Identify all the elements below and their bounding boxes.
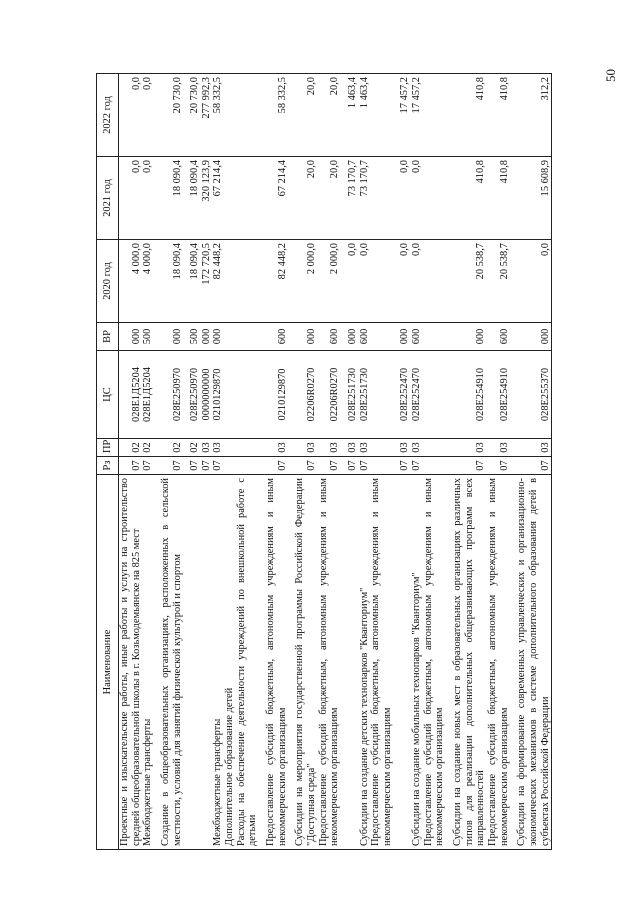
row-cs-value: 028E1Д5204: [142, 367, 154, 422]
row-2022-value: 17 457,2: [411, 77, 423, 114]
row-2022: [154, 74, 183, 157]
row-cs-value: 028E251730: [346, 367, 358, 422]
row-2020: [119, 240, 143, 323]
row-2022-value: 1 463,4: [346, 77, 358, 109]
row-2022: [259, 74, 288, 157]
row-2020: [224, 240, 236, 323]
row-cs-value: 028E1Д5204: [130, 367, 142, 422]
row-2022: [183, 74, 224, 157]
row-2021: [142, 157, 154, 240]
row-cs: [142, 351, 154, 439]
row-2022-value: 0,0: [130, 77, 142, 90]
row-rz-value: 07: [411, 460, 423, 471]
row-cs: [119, 351, 143, 439]
table-row: [341, 74, 370, 850]
row-rz-value: 07: [212, 460, 224, 471]
row-vr-value: 000: [171, 328, 183, 345]
row-pr-value: 03: [200, 442, 212, 453]
row-name: Субсидии на создание новых мест в образовательных организациях различных типов для реализации дополнительных общеразвивающих программ всех направленностей: [446, 475, 487, 850]
row-rz: [487, 457, 510, 475]
row-rz: [142, 457, 154, 475]
row-vr: [370, 323, 393, 351]
header-cs: ЦС: [97, 351, 119, 439]
row-2021-value: 73 170,7: [358, 160, 370, 197]
row-2022-value: 277 992,3: [200, 77, 212, 119]
row-2020-value: 20 538,7: [498, 243, 510, 280]
row-vr-value: 000: [212, 328, 224, 345]
row-cs: [183, 351, 224, 439]
row-cs-value: 028E250970: [189, 367, 201, 422]
row-rz-value: 07: [358, 460, 370, 471]
row-pr: [236, 439, 259, 457]
row-2021-value: 0,0: [130, 160, 142, 173]
row-vr: [487, 323, 510, 351]
row-pr: [183, 439, 224, 457]
row-vr-value: 000: [539, 328, 551, 345]
row-cs-value: 028E255370: [539, 367, 551, 422]
row-rz: [224, 457, 236, 475]
row-name: Предоставление субсидий бюджетным, автономным учреждениям и иным некоммерческим организациям: [318, 475, 341, 850]
row-cs-value: 0210129870: [276, 368, 288, 421]
row-rz-value: 07: [189, 460, 201, 471]
row-2020-value: 20 538,7: [475, 243, 487, 280]
row-2021-value: 18 090,4: [189, 160, 201, 197]
row-2021: [236, 157, 259, 240]
row-2022-value: 312,2: [539, 77, 551, 101]
row-pr-value: 02: [189, 442, 201, 453]
table-row: [224, 74, 236, 850]
row-name: Дополнительное образование детей: [224, 475, 236, 850]
row-2022: [370, 74, 393, 157]
row-2022-value: 410,8: [498, 77, 510, 101]
row-cs: [370, 351, 393, 439]
row-pr: [487, 439, 510, 457]
row-2022: [510, 74, 551, 157]
row-2020-value: 0,0: [539, 243, 551, 256]
row-2020-value: 4 000,0: [142, 243, 154, 275]
row-2022: [487, 74, 510, 157]
row-2021-value: 67 214,4: [276, 160, 288, 197]
row-cs: [423, 351, 446, 439]
row-2020-value: 82 448,2: [276, 243, 288, 280]
row-vr-value: 600: [358, 328, 370, 345]
row-2020: [288, 240, 317, 323]
row-rz: [393, 457, 422, 475]
row-name: Проектные и изыскательские работы, иные работы и услуги на строительство средней общеобразовательной школы в г. Козьмодемьянске на 825 мест: [119, 475, 143, 850]
row-2021-value: 410,8: [498, 160, 510, 184]
row-rz: [119, 457, 143, 475]
row-rz-value: 07: [130, 460, 142, 471]
row-2022: [446, 74, 487, 157]
row-2022: [288, 74, 317, 157]
row-cs-value: 02206R0270: [329, 367, 341, 422]
header-2021: 2021 год: [97, 157, 119, 240]
row-pr: [510, 439, 551, 457]
row-2022: [393, 74, 422, 157]
row-2021-value: 0,0: [411, 160, 423, 173]
row-2020: [370, 240, 393, 323]
row-name: Межбюджетные трансферты: [183, 475, 224, 850]
row-2021-value: 20,0: [329, 160, 341, 179]
row-cs-value: 028E251730: [358, 367, 370, 422]
row-vr-value: 600: [498, 328, 510, 345]
row-pr-value: 03: [358, 442, 370, 453]
row-pr-value: 02: [171, 442, 183, 453]
row-rz: [154, 457, 183, 475]
row-pr-value: 03: [346, 442, 358, 453]
page-number: 50: [603, 69, 618, 82]
row-2020: [318, 240, 341, 323]
row-rz: [183, 457, 224, 475]
table-row: [119, 74, 143, 850]
row-name: Предоставление субсидий бюджетным, автономным учреждениям и иным некоммерческим организациям: [370, 475, 393, 850]
row-pr-value: 03: [498, 442, 510, 453]
row-2022: [423, 74, 446, 157]
row-name: Создание в общеобразовательных организациях, расположенных в сельской местности, условий для занятий физической культурой и спортом: [154, 475, 183, 850]
header-pr: ПР: [97, 439, 119, 457]
row-2021: [119, 157, 143, 240]
row-2022-value: 20 730,0: [189, 77, 201, 114]
row-2020-value: 2 000,0: [305, 243, 317, 275]
row-pr-value: 03: [399, 442, 411, 453]
row-vr-value: 000: [130, 328, 142, 345]
row-2021: [487, 157, 510, 240]
row-2021: [370, 157, 393, 240]
row-2022-value: 1 463,4: [358, 77, 370, 109]
row-2021-value: 0,0: [399, 160, 411, 173]
row-2020: [510, 240, 551, 323]
row-rz: [446, 457, 487, 475]
row-rz-value: 07: [305, 460, 317, 471]
row-cs-value: 028E252470: [411, 367, 423, 422]
header-2020: 2020 год: [97, 240, 119, 323]
row-pr: [288, 439, 317, 457]
row-rz-value: 07: [171, 460, 183, 471]
row-pr: [341, 439, 370, 457]
row-2020: [341, 240, 370, 323]
row-vr-value: 000: [399, 328, 411, 345]
row-cs-value: 028E252470: [399, 367, 411, 422]
row-vr-value: 600: [411, 328, 423, 345]
row-vr-value: 000: [200, 328, 212, 345]
row-vr-value: 600: [276, 328, 288, 345]
row-rz-value: 07: [475, 460, 487, 471]
row-pr: [259, 439, 288, 457]
row-pr: [224, 439, 236, 457]
row-pr-value: 03: [475, 442, 487, 453]
row-name: Предоставление субсидий бюджетным, автономным учреждениям и иным некоммерческим организациям: [259, 475, 288, 850]
row-vr: [393, 323, 422, 351]
row-2022-value: 0,0: [142, 77, 154, 90]
row-2022-value: 58 332,5: [212, 77, 224, 114]
row-2021-value: 73 170,7: [346, 160, 358, 197]
row-2020-value: 0,0: [399, 243, 411, 256]
row-rz: [341, 457, 370, 475]
row-cs: [446, 351, 487, 439]
row-pr: [393, 439, 422, 457]
row-pr-value: 03: [411, 442, 423, 453]
row-2021-value: 410,8: [475, 160, 487, 184]
row-cs-value: 0000000000: [200, 368, 212, 421]
row-pr: [142, 439, 154, 457]
row-vr: [259, 323, 288, 351]
row-cs: [154, 351, 183, 439]
row-cs-value: 0210129870: [212, 368, 224, 421]
row-vr: [288, 323, 317, 351]
row-name: Предоставление субсидий бюджетным, автономным учреждениям и иным некоммерческим организациям: [423, 475, 446, 850]
table-row: [259, 74, 288, 850]
row-pr-value: 03: [212, 442, 224, 453]
row-2021-value: 20,0: [305, 160, 317, 179]
row-2021: [224, 157, 236, 240]
row-2020: [142, 240, 154, 323]
row-cs: [236, 351, 259, 439]
header-vr: ВР: [97, 323, 119, 351]
row-rz-value: 07: [276, 460, 288, 471]
row-cs: [318, 351, 341, 439]
row-rz: [318, 457, 341, 475]
row-cs: [510, 351, 551, 439]
row-pr-value: 02: [142, 442, 154, 453]
row-vr-value: 000: [305, 328, 317, 345]
row-cs: [224, 351, 236, 439]
row-2022-value: 20 730,0: [171, 77, 183, 114]
row-2021: [341, 157, 370, 240]
row-rz: [423, 457, 446, 475]
row-rz: [370, 457, 393, 475]
row-pr-value: 03: [539, 442, 551, 453]
row-2021-value: 0,0: [142, 160, 154, 173]
row-2020: [259, 240, 288, 323]
row-cs-value: 028E254910: [498, 367, 510, 422]
table-row: [154, 74, 183, 850]
table-body: [119, 74, 552, 850]
row-vr: [154, 323, 183, 351]
row-2021: [183, 157, 224, 240]
row-2021: [154, 157, 183, 240]
row-name: Субсидии на создание детских технопарков "Кванториум": [341, 475, 370, 850]
row-2021: [259, 157, 288, 240]
row-pr-value: 03: [276, 442, 288, 453]
row-2022-value: 17 457,2: [399, 77, 411, 114]
table-row: [142, 74, 154, 850]
row-2020: [487, 240, 510, 323]
row-cs: [259, 351, 288, 439]
table-row: [183, 74, 224, 850]
budget-table: [96, 73, 552, 850]
row-2021: [423, 157, 446, 240]
row-pr: [318, 439, 341, 457]
row-pr: [370, 439, 393, 457]
row-cs: [393, 351, 422, 439]
row-2021: [510, 157, 551, 240]
table-row: [487, 74, 510, 850]
row-2020-value: 0,0: [346, 243, 358, 256]
row-2020: [446, 240, 487, 323]
row-vr: [341, 323, 370, 351]
row-2022-value: 20,0: [305, 77, 317, 96]
row-vr-value: 000: [475, 328, 487, 345]
row-2021-value: 67 214,4: [212, 160, 224, 197]
row-cs-value: 028E250970: [171, 367, 183, 422]
table-row: [236, 74, 259, 850]
row-vr: [510, 323, 551, 351]
row-cs-value: 02206R0270: [305, 367, 317, 422]
row-cs-value: 028E254910: [475, 367, 487, 422]
row-vr: [236, 323, 259, 351]
row-rz-value: 07: [142, 460, 154, 471]
row-2020: [154, 240, 183, 323]
row-2022: [318, 74, 341, 157]
row-cs: [288, 351, 317, 439]
row-vr: [119, 323, 143, 351]
row-name: Расходы на обеспечение деятельности учреждений по внешкольной работе с детьми: [236, 475, 259, 850]
row-vr: [142, 323, 154, 351]
row-rz: [259, 457, 288, 475]
row-rz-value: 07: [399, 460, 411, 471]
table-row: [318, 74, 341, 850]
table-row: [446, 74, 487, 850]
row-2022: [224, 74, 236, 157]
row-pr-value: 02: [130, 442, 142, 453]
row-cs: [487, 351, 510, 439]
row-2022-value: 410,8: [475, 77, 487, 101]
row-name: Субсидии на формирование современных управленческих и организационно-экономических механизмов в системе дополнительного образования детей в субъектах Российской Федерации: [510, 475, 551, 850]
table-row: [423, 74, 446, 850]
row-pr: [423, 439, 446, 457]
table-header-row: [97, 74, 119, 850]
row-rz: [510, 457, 551, 475]
header-rz: Рз: [97, 457, 119, 475]
row-2020-value: 4 000,0: [130, 243, 142, 275]
row-vr: [224, 323, 236, 351]
row-name: Предоставление субсидий бюджетным, автономным учреждениям и иным некоммерческим организациям: [487, 475, 510, 850]
row-vr: [318, 323, 341, 351]
row-2022-value: 58 332,5: [276, 77, 288, 114]
row-2021: [288, 157, 317, 240]
table-row: [393, 74, 422, 850]
row-2020-value: 18 090,4: [189, 243, 201, 280]
row-rz-value: 07: [346, 460, 358, 471]
table-row: [510, 74, 551, 850]
row-2020: [393, 240, 422, 323]
row-rz: [236, 457, 259, 475]
row-2021-value: 18 090,4: [171, 160, 183, 197]
row-pr-value: 03: [305, 442, 317, 453]
row-2020-value: 82 448,2: [212, 243, 224, 280]
row-2020: [183, 240, 224, 323]
header-name: Наименование: [97, 475, 119, 850]
row-rz-value: 07: [200, 460, 212, 471]
row-pr-value: 03: [329, 442, 341, 453]
rotated-table-sheet: [96, 74, 557, 850]
row-vr-value: 500: [189, 328, 201, 345]
row-rz-value: 07: [539, 460, 551, 471]
row-2021-value: 320 123,9: [200, 160, 212, 202]
row-vr: [423, 323, 446, 351]
row-pr: [154, 439, 183, 457]
row-pr: [119, 439, 143, 457]
row-2022: [341, 74, 370, 157]
row-2020-value: 172 720,5: [200, 243, 212, 285]
row-name: Межбюджетные трансферты: [142, 475, 154, 850]
row-vr: [183, 323, 224, 351]
row-vr: [446, 323, 487, 351]
row-2020-value: 2 000,0: [329, 243, 341, 275]
row-vr-value: 600: [329, 328, 341, 345]
row-cs: [341, 351, 370, 439]
header-2022: 2022 год: [97, 74, 119, 157]
row-2021: [393, 157, 422, 240]
table-row: [288, 74, 317, 850]
row-2020: [423, 240, 446, 323]
row-2022: [236, 74, 259, 157]
row-2020: [236, 240, 259, 323]
row-2022-value: 20,0: [329, 77, 341, 96]
row-vr-value: 000: [346, 328, 358, 345]
row-vr-value: 500: [142, 328, 154, 345]
row-2020-value: 18 090,4: [171, 243, 183, 280]
row-pr: [446, 439, 487, 457]
row-2021: [318, 157, 341, 240]
row-name: Субсидии на создание мобильных технопарков "Кванториум": [393, 475, 422, 850]
table-row: [370, 74, 393, 850]
row-2020-value: 0,0: [411, 243, 423, 256]
row-2022: [119, 74, 143, 157]
row-rz-value: 07: [498, 460, 510, 471]
row-2021-value: 15 608,9: [539, 160, 551, 197]
row-name: Субсидии на мероприятия государственной программы Российской Федерации "Доступная среда": [288, 475, 317, 850]
row-2022: [142, 74, 154, 157]
row-2021: [446, 157, 487, 240]
row-rz: [288, 457, 317, 475]
row-2020-value: 0,0: [358, 243, 370, 256]
row-rz-value: 07: [329, 460, 341, 471]
